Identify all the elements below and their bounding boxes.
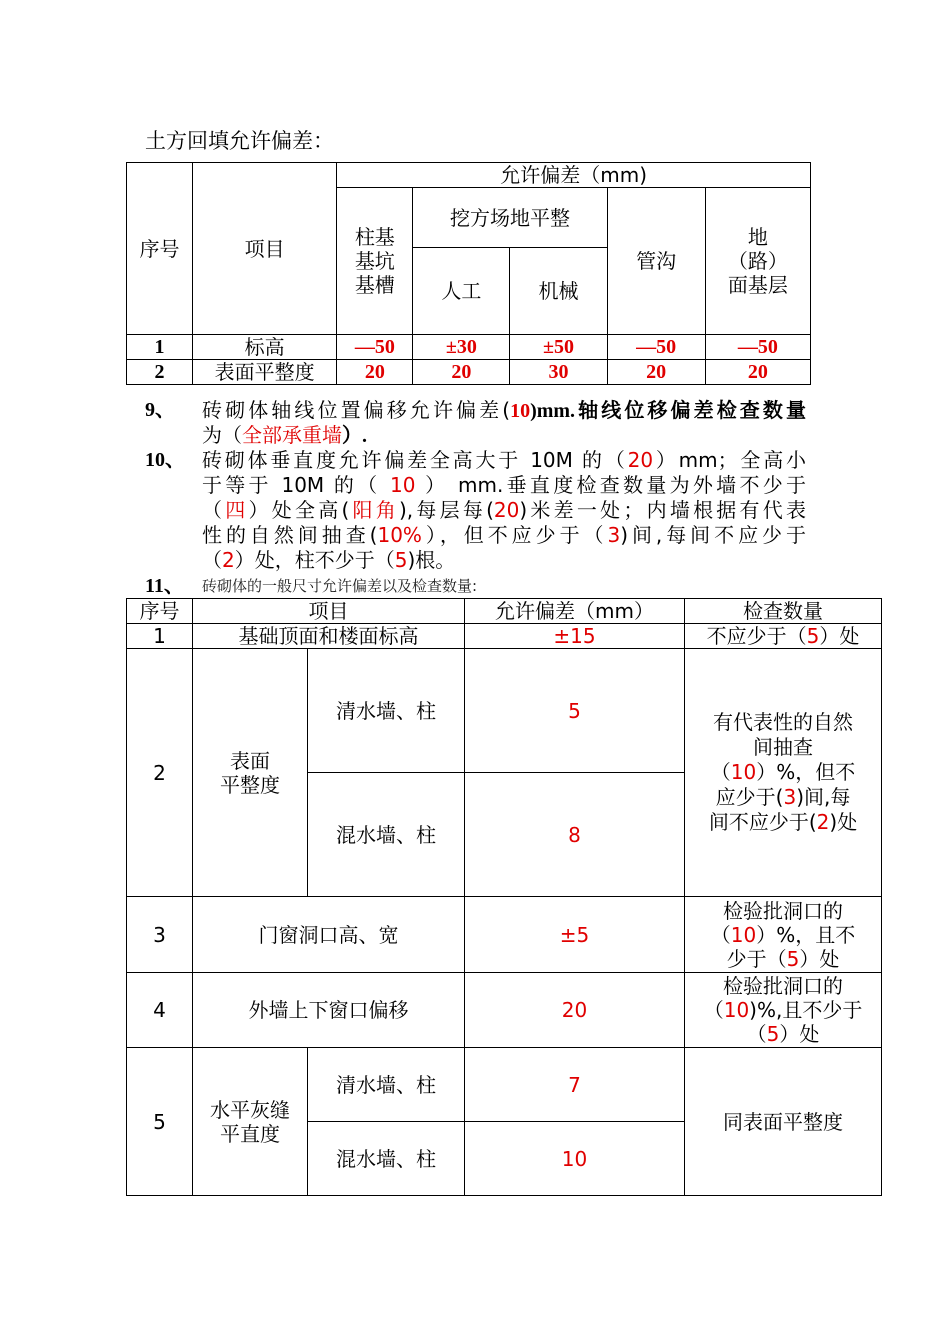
cell-value: —50 (337, 335, 413, 360)
header-col-pit: 柱基 基坑 基槽 (337, 188, 413, 335)
header-check: 检查数量 (685, 599, 882, 624)
cell-value: ±30 (413, 335, 510, 360)
table-row (127, 973, 882, 1048)
cell-subitem: 清水墙、柱 (308, 1048, 465, 1122)
cell-item: 基础顶面和楼面标高 (193, 624, 465, 649)
header-seq: 序号 (127, 163, 193, 335)
cell-seq: 5 (127, 1048, 193, 1196)
cell-seq: 4 (127, 973, 193, 1048)
header-allowed: 允许偏差（mm） (465, 599, 685, 624)
table-row (127, 1048, 882, 1122)
cell-value: 8 (465, 773, 685, 897)
cell-value: 20 (705, 360, 810, 385)
masonry-deviation-table (126, 598, 882, 1196)
cell-check: 检验批洞口的 （10)%,且不少于 （5）处 (685, 973, 882, 1048)
table-row (127, 624, 882, 649)
cell-item: 标高 (193, 335, 337, 360)
paragraph-10: 砖砌体垂直度允许偏差全高大于 10M 的（20）mm；全高小 于等于 10M 的（ 10 ） mm.垂直度检查数量为外墙不少于 （四）处全高(阳角),每层每(20)米差一处；内墙根据有代表 性的自然间抽查(10%），但不应少于（3)间,每间不应少于 （2）处，柱不少于（5)根。 (202, 448, 807, 572)
header-item: 项目 (193, 599, 465, 624)
header-col-trench: 管沟 (607, 188, 705, 335)
cell-seq: 2 (127, 360, 193, 385)
cell-value: 20 (465, 973, 685, 1048)
cell-check: 有代表性的自然 间抽查 （10）%，但不 应少于(3)间,每 间不应少于(2)处 (685, 649, 882, 897)
cell-item: 门窗洞口高、宽 (193, 897, 465, 973)
header-col-machine: 机械 (510, 248, 607, 335)
cell-subitem: 混水墙、柱 (308, 773, 465, 897)
header-col-road-base: 地 （路） 面基层 (705, 188, 810, 335)
cell-value: 30 (510, 360, 607, 385)
cell-subitem: 清水墙、柱 (308, 649, 465, 773)
earth-backfill-table (126, 162, 811, 385)
cell-value: 7 (465, 1048, 685, 1122)
cell-item: 表面平整度 (193, 360, 337, 385)
paragraph-9: 砖砌体轴线位置偏移允许偏差(10)mm.轴线位移偏差检查数量 为（全部承重墙）. (202, 398, 807, 447)
cell-value: 20 (413, 360, 510, 385)
header-item: 项目 (193, 163, 337, 335)
section-title: 土方回填允许偏差： (145, 129, 334, 153)
cell-seq: 1 (127, 335, 193, 360)
table-row (127, 649, 882, 773)
cell-value: ±15 (465, 624, 685, 649)
cell-check: 同表面平整度 (685, 1048, 882, 1196)
cell-check: 检验批洞口的 （10）%，且不 少于（5）处 (685, 897, 882, 973)
item-number-11: 11、 (145, 575, 184, 597)
cell-check: 不应少于（5）处 (685, 624, 882, 649)
cell-seq: 3 (127, 897, 193, 973)
table-row (127, 897, 882, 973)
cell-item: 表面 平整度 (193, 649, 308, 897)
cell-seq: 1 (127, 624, 193, 649)
header-seq: 序号 (127, 599, 193, 624)
table-row (127, 335, 811, 360)
header-col-manual: 人工 (413, 248, 510, 335)
cell-value: 20 (607, 360, 705, 385)
cell-subitem: 混水墙、柱 (308, 1122, 465, 1196)
table-row (127, 360, 811, 385)
item-number-9: 9、 (145, 399, 175, 421)
cell-value: —50 (705, 335, 810, 360)
cell-item: 外墙上下窗口偏移 (193, 973, 465, 1048)
cell-value: ±5 (465, 897, 685, 973)
header-col-site-leveling: 挖方场地平整 (413, 188, 607, 248)
item-number-10: 10、 (145, 449, 185, 471)
header-allowed: 允许偏差（mm) (337, 163, 811, 188)
cell-value: 10 (465, 1122, 685, 1196)
paragraph-11: 砖砌体的一般尺寸允许偏差以及检查数量: (202, 577, 478, 595)
cell-value: 20 (337, 360, 413, 385)
cell-item: 水平灰缝 平直度 (193, 1048, 308, 1196)
cell-value: ±50 (510, 335, 607, 360)
cell-value: 5 (465, 649, 685, 773)
cell-seq: 2 (127, 649, 193, 897)
cell-value: —50 (607, 335, 705, 360)
